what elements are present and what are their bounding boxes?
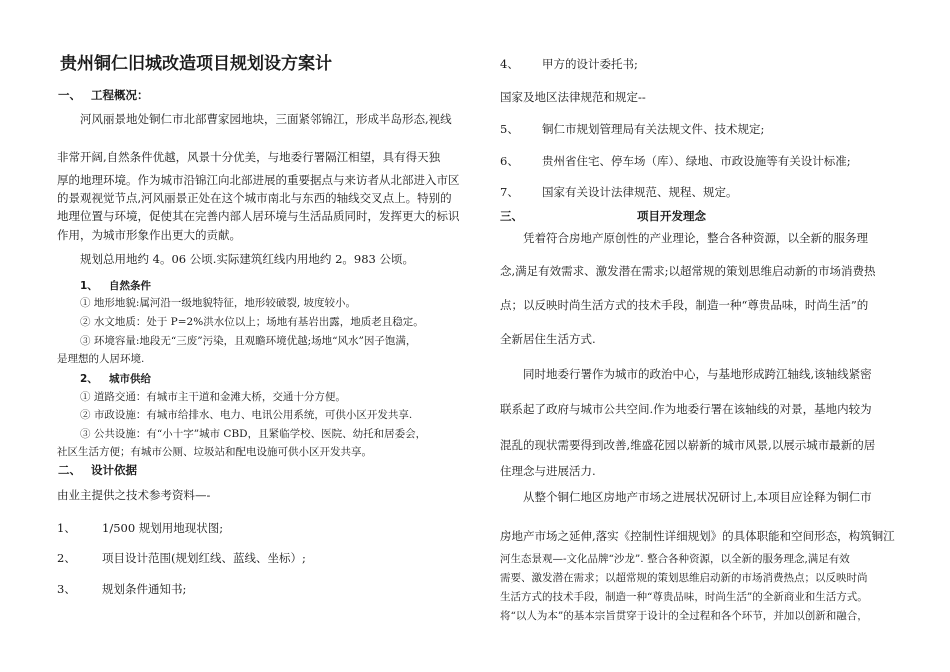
concept-p3-line-6: 将“以人为本”的基本宗旨贯穿于设计的全过程和各个环节，并加以创新和融合， (500, 610, 868, 622)
law-item-5 (500, 122, 764, 136)
national-regulations-heading: 国家及地区法律规范和规定-- (500, 90, 646, 104)
basis-item-text: 项目设计范围(规划红线、蓝线、坐标）; (102, 551, 306, 565)
natural-item-1: ① 地形地貌:属河沿一级地貌特征，地形较破裂, 坡度较小。 (80, 297, 357, 309)
law-item-number: 6、 (500, 154, 519, 168)
basis-item-number: 4、 (500, 57, 519, 71)
basis-item-4 (500, 57, 638, 71)
section-1-number: 一、 (58, 88, 81, 102)
section-3-title: 项目开发理念 (637, 209, 706, 223)
subsection-2-number: 2、 (80, 373, 98, 385)
law-item-number: 7、 (500, 185, 519, 199)
law-item-6 (500, 154, 851, 168)
section-2-number: 二、 (58, 463, 81, 477)
natural-item-3: ③ 环境容量:地段无“三废”污染，且观瞻环境优越;场地“风水”因子饱满， (80, 335, 417, 347)
basis-item-number: 2、 (57, 551, 76, 565)
basis-item-text: 1/500 规划用地现状图; (102, 521, 224, 535)
law-item-text: 铜仁市规划管理局有关法规文件、技术规定; (542, 122, 765, 136)
basis-item-text: 甲方的设计委托书; (542, 57, 638, 71)
concept-p1-line-3: 点；以反映时尚生活方式的技术手段，制造一种“尊贵品味，时尚生活”的 (500, 298, 869, 312)
supply-item-2: ② 市政设施：有城市给排水、电力、电讯公用系统，可供小区开发共享. (80, 409, 413, 421)
basis-intro: 由业主提供之技术参考资料—- (57, 488, 211, 502)
concept-p2-line-1: 同时地委行署作为城市的政治中心，与基地形成跨江轴线,该轴线紧密 (523, 367, 872, 381)
concept-p2-line-4: 住理念与进展活力. (500, 464, 596, 478)
concept-p1-line-1: 凭着符合房地产原创性的产业理论，整合各种资源，以全新的服务理 (523, 231, 868, 245)
land-area-text: 规划总用地约 4。06 公顷.实际建筑红线内用地约 2。983 公顷。 (80, 252, 414, 266)
overview-line-3: 厚的地理环境。作为城市沿锦江向北部进展的重要据点与来访者从北部进入市区 (57, 173, 460, 187)
concept-p3-line-3: 河生态景观—-文化品牌“沙龙”. 整合各种资源，以全新的服务理念,满足有效 (500, 553, 850, 565)
concept-p2-line-3: 混乱的现状需要得到改善,维盛花园以崭新的城市风景,以展示城市最新的居 (500, 438, 876, 452)
law-item-text: 贵州省住宅、停车场（库）、绿地、市政设施等有关设计标准; (542, 154, 851, 168)
basis-item-3 (57, 582, 186, 596)
supply-item-1: ① 道路交通：有城市主干道和金滩大桥，交通十分方便。 (80, 391, 346, 403)
subsection-2-title: 城市供给 (109, 373, 151, 385)
subsection-1-title: 自然条件 (109, 280, 151, 292)
concept-p3-line-2: 房地产市场之延伸,落实《控制性详细规划》的具体职能和空间形态，构筑铜江 (500, 529, 895, 543)
section-1-title: 工程概况： (91, 88, 149, 102)
law-item-text: 国家有关设计法律规范、规程、规定。 (542, 185, 738, 199)
natural-item-2: ② 水文地质：处于 P=2%洪水位以上；场地有基岩出露，地质老且稳定。 (80, 316, 424, 328)
concept-p3-line-1: 从整个铜仁地区房地产市场之进展状况研讨上,本项目应诠释为铜仁市 (523, 490, 872, 504)
basis-item-number: 1、 (57, 521, 76, 535)
section-3-number: 三、 (500, 209, 523, 223)
law-item-7 (500, 185, 738, 199)
basis-item-1 (57, 521, 223, 535)
concept-p1-line-2: 念,满足有效需求、激发潜在需求;以超常规的策划思维启动新的市场消费热 (500, 264, 876, 278)
supply-item-3: ③ 公共设施：有“小十字”城市 CBD，且紧临学校、医院、幼托和居委会， (80, 428, 427, 440)
basis-item-text: 规划条件通知书; (102, 582, 187, 596)
supply-item-3-cont: 社区生活方便；有城市公厕、垃圾站和配电设施可供小区开发共享。 (57, 446, 372, 458)
subsection-1-number: 1、 (80, 280, 98, 292)
concept-p3-line-4: 需要、激发潜在需求；以超常规的策划思维启动新的市场消费热点；以反映时尚 (500, 572, 868, 584)
basis-item-2 (57, 551, 306, 565)
law-item-number: 5、 (500, 122, 519, 136)
concept-p1-line-4: 全新居住生活方式. (500, 332, 596, 346)
document-title: 贵州铜仁旧城改造项目规划设方案计 (60, 54, 332, 74)
basis-item-number: 3、 (57, 582, 76, 596)
concept-p3-line-5: 生活方式的技术手段，制造一种“尊贵品味，时尚生活”的全新商业和生活方式。 (500, 591, 868, 603)
concept-p2-line-2: 联系起了政府与城市公共空间.作为地委行署在该轴线的对景，基地内较为 (500, 402, 872, 416)
overview-line-5: 地理位置与环境，促使其在完善内部人居环境与生活品质同时，发挥更大的标识 (57, 209, 460, 223)
overview-line-6: 作用，为城市形象作出更大的贡献。 (57, 228, 241, 242)
section-2-title: 设计依据 (91, 463, 137, 477)
natural-item-3-cont: 是理想的人居环境. (57, 353, 145, 365)
overview-line-2: 非常开阔,自然条件优越，风景十分优美，与地委行署隔江相望，具有得天独 (57, 150, 441, 164)
overview-line-1: 河风丽景地处铜仁市北部曹家园地块，三面紧邻锦江，形成半岛形态,视线 (80, 112, 452, 126)
overview-line-4: 的景观视觉节点,河风丽景正处在这个城市南北与东西的轴线交叉点上。特别的 (57, 191, 452, 205)
